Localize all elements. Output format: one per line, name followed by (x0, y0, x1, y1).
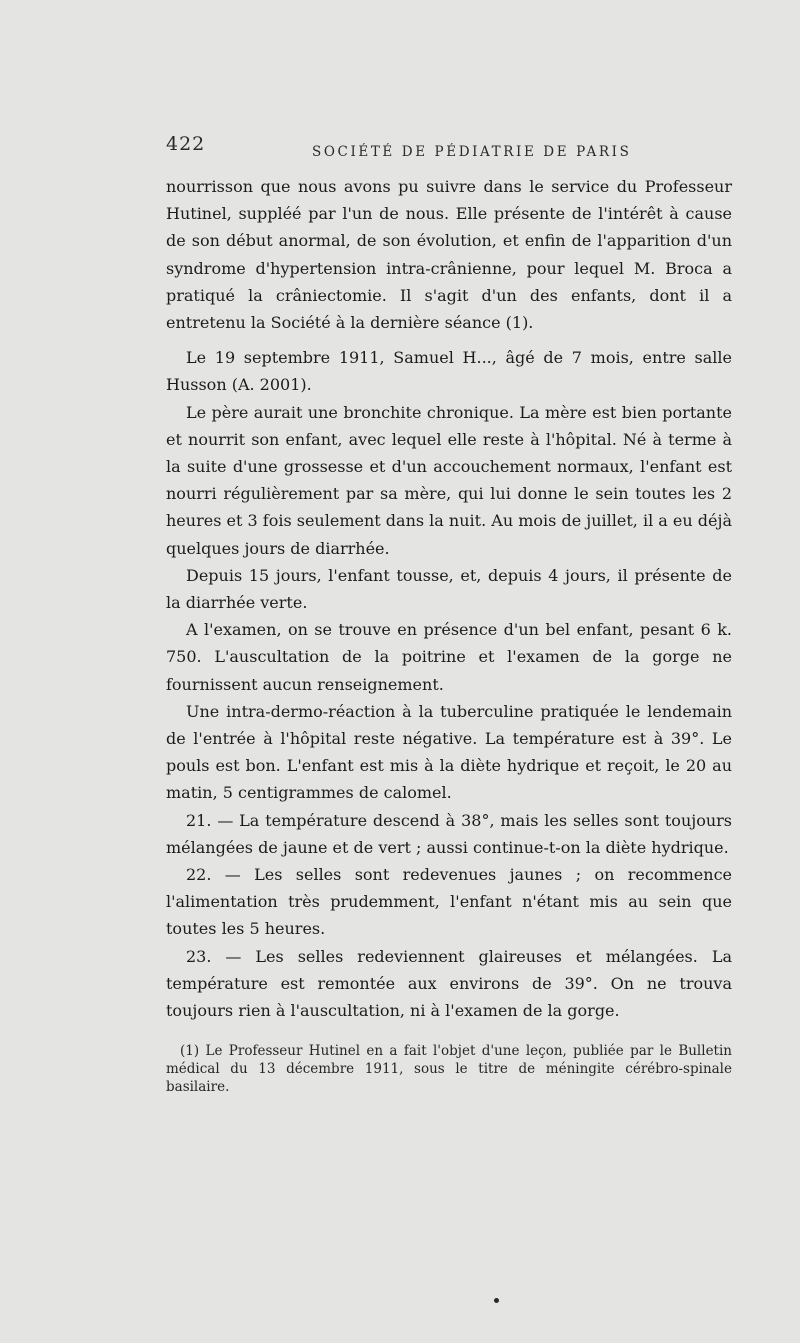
paragraph: A l'examen, on se trouve en présence d'un bel enfant, pesant 6 k. 750. L'auscultation de la poitrine et l'examen de la gorge ne fournissent aucun renseignement. (166, 620, 732, 694)
body-text (166, 173, 732, 1024)
ink-speck (494, 1298, 499, 1303)
paragraph: 21. — La température descend à 38°, mais les selles sont toujours mélangées de jaune et de vert ; aussi continue-t-on la diète hydrique. (166, 810, 732, 857)
paragraph: Le 19 septembre 1911, Samuel H..., âgé de 7 mois, entre salle Husson (A. 2001). (166, 348, 732, 395)
page-number: 422 (166, 133, 206, 155)
paragraph: 22. — Les selles sont redevenues jaunes ; on recommence l'alimentation très prudemment, l'enfant n'étant mis au sein que toutes les 5 heures. (166, 865, 732, 939)
paragraph: nourrisson que nous avons pu suivre dans le service du Professeur Hutinel, suppléé par l'un de nous. Elle présente de l'intérêt à cause de son début anormal, de son évolution, et enfin de l'apparition d'un syndrome d'hypertension intra-crânienne, pour lequel M. Broca a pratiqué la crâniectomie. Il s'agit d'un des enfants, dont il a entretenu la Société à la dernière séance (1). (166, 177, 732, 333)
paragraph: Depuis 15 jours, l'enfant tousse, et, depuis 4 jours, il présente de la diarrhée verte. (166, 565, 732, 613)
running-title: SOCIÉTÉ DE PÉDIATRIE DE PARIS (312, 144, 632, 160)
paragraph: Une intra-dermo-réaction à la tuberculine pratiquée le lendemain de l'entrée à l'hôpital reste négative. La température est à 39°. Le pouls est bon. L'enfant est mis à la diète hydrique et reçoit, le 20 au matin, 5 centigrammes de calomel. (166, 701, 732, 803)
paragraph: Le père aurait une bronchite chronique. La mère est bien portante et nourrit son enfant, avec lequel elle reste à l'hôpital. Né à terme à la suite d'une grossesse et d'un accouchement normaux, l'enfant est nourri régulièrement par sa mère, qui lui donne le sein toutes les 2 heures et 3 fois seulement dans la nuit. Au mois de juillet, il a eu déjà quelques jours de diarrhée. (166, 402, 732, 558)
footnote: (1) Le Professeur Hutinel en a fait l'objet d'une leçon, publiée par le Bulletin médical du 13 décembre 1911, sous le titre de méningite cérébro-spinale basilaire. (166, 1043, 732, 1095)
paragraph: 23. — Les selles redeviennent glaireuses et mélangées. La température est remontée aux environs de 39°. On ne trouva toujours rien à l'auscultation, ni à l'examen de la gorge. (166, 946, 732, 1021)
